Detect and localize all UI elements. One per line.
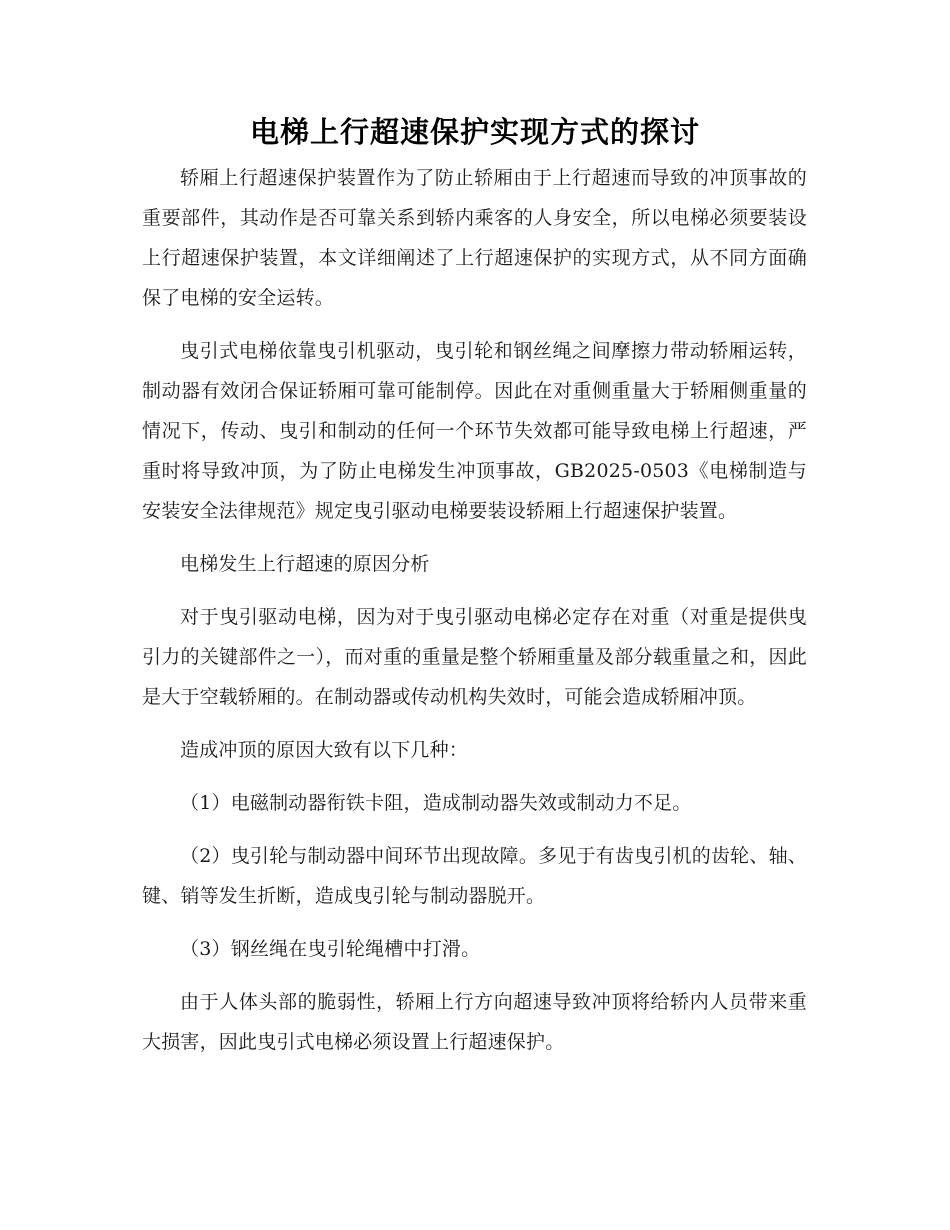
section-heading-cause-analysis: 电梯发生上行超速的原因分析 xyxy=(180,553,430,575)
list-item-cause-1: （1）电磁制动器衔铁卡阻，造成制动器失效或制动力不足。 xyxy=(180,792,692,814)
paragraph-causes-intro: 造成冲顶的原因大致有以下几种： xyxy=(180,739,469,761)
paragraph-counterweight: 对于曳引驱动电梯，因为对于曳引驱动电梯必定存在对重（对重是提供曳引力的关键部件之一），而对重的重量是整个轿厢重量及部分载重量之和，因此是大于空载轿厢的。在制动器或传动机构失效时，可能会造成轿厢冲顶。 xyxy=(142,606,807,708)
list-item-cause-3: （3）钢丝绳在曳引轮绳槽中打滑。 xyxy=(180,938,481,960)
paragraph-intro: 轿厢上行超速保护装置作为了防止轿厢由于上行超速而导致的冲顶事故的重要部件，其动作是否可靠关系到轿内乘客的人身安全，所以电梯必须要装设上行超速保护装置，本文详细阐述了上行超速保护的实现方式，从不同方面确保了电梯的安全运转。 xyxy=(142,167,807,309)
paragraph-traction-elevator: 曳引式电梯依靠曳引机驱动，曳引轮和钢丝绳之间摩擦力带动轿厢运转，制动器有效闭合保证轿厢可靠可能制停。因此在对重侧重量大于轿厢侧重量的情况下，传动、曳引和制动的任何一个环节失效都可能导致电梯上行超速，严重时将导致冲顶，为了防止电梯发生冲顶事故，GB2025-0503《电梯制造与安装安全法律规范》规定曳引驱动电梯要装设轿厢上行超速保护装置。 xyxy=(142,340,807,522)
list-item-cause-2: （2）曳引轮与制动器中间环节出现故障。多见于有齿曳引机的齿轮、轴、键、销等发生折断，造成曳引轮与制动器脱开。 xyxy=(142,845,807,907)
document-title: 电梯上行超速保护实现方式的探讨 xyxy=(249,115,700,149)
paragraph-conclusion: 由于人体头部的脆弱性，轿厢上行方向超速导致冲顶将给轿内人员带来重大损害，因此曳引式电梯必须设置上行超速保护。 xyxy=(142,991,807,1053)
document-body xyxy=(142,158,807,1075)
